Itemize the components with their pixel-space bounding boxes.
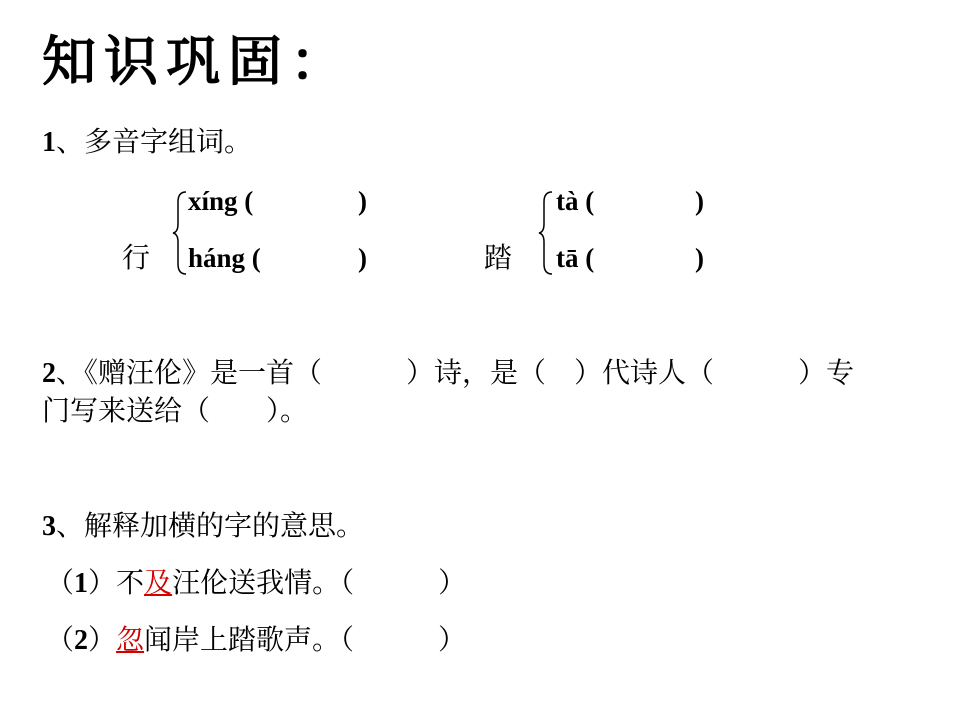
brace-left-ta (538, 190, 554, 276)
polyphonic-char-xing: 行 (122, 241, 151, 274)
pinyin-ta1-close: ) (695, 243, 704, 273)
question-text: 、《赠汪伦》是一首（ ）诗，是（ ）代诗人（ ）专 (56, 356, 855, 389)
paren-close: ） (88, 623, 117, 656)
pinyin-xing-close: ) (358, 186, 367, 216)
question-text: 、解释加横的字的意思。 (56, 509, 365, 542)
question-1 (42, 124, 252, 161)
question-2-line-2: 门写来送给（ ）。 (42, 394, 309, 427)
pinyin-xing: xíng ( (188, 186, 254, 216)
question-text: 、多音字组词。 (56, 125, 253, 158)
item-number: 2 (74, 625, 89, 656)
question-number: 1 (42, 127, 56, 158)
item-text-after: 汪伦送我情。（ ） (172, 566, 467, 599)
highlighted-char: 忽 (116, 623, 145, 656)
question-3-item-1 (46, 565, 466, 602)
paren-open: （ (46, 623, 75, 656)
pinyin-ta4: tà ( (556, 186, 595, 216)
pinyin-ta4-close: ) (695, 186, 704, 216)
item-text-after: 闻岸上踏歌声。（ ） (144, 623, 467, 656)
pinyin-hang-close: ) (358, 243, 367, 273)
paren-open: （ (46, 566, 75, 599)
question-3 (42, 508, 364, 545)
pinyin-hang: háng ( (188, 243, 261, 273)
question-number: 2 (42, 358, 56, 389)
highlighted-char: 及 (144, 566, 173, 599)
question-3-item-2 (46, 622, 466, 659)
question-2-line-1 (42, 355, 854, 392)
polyphonic-char-ta: 踏 (484, 241, 513, 274)
item-text-before: 不 (116, 566, 145, 599)
item-number: 1 (74, 568, 89, 599)
pinyin-ta1: tā ( (556, 243, 595, 273)
question-number: 3 (42, 511, 56, 542)
paren-close: ） (88, 566, 117, 599)
page-title: 知识巩固： (42, 30, 352, 93)
brace-left-xing (172, 190, 188, 276)
